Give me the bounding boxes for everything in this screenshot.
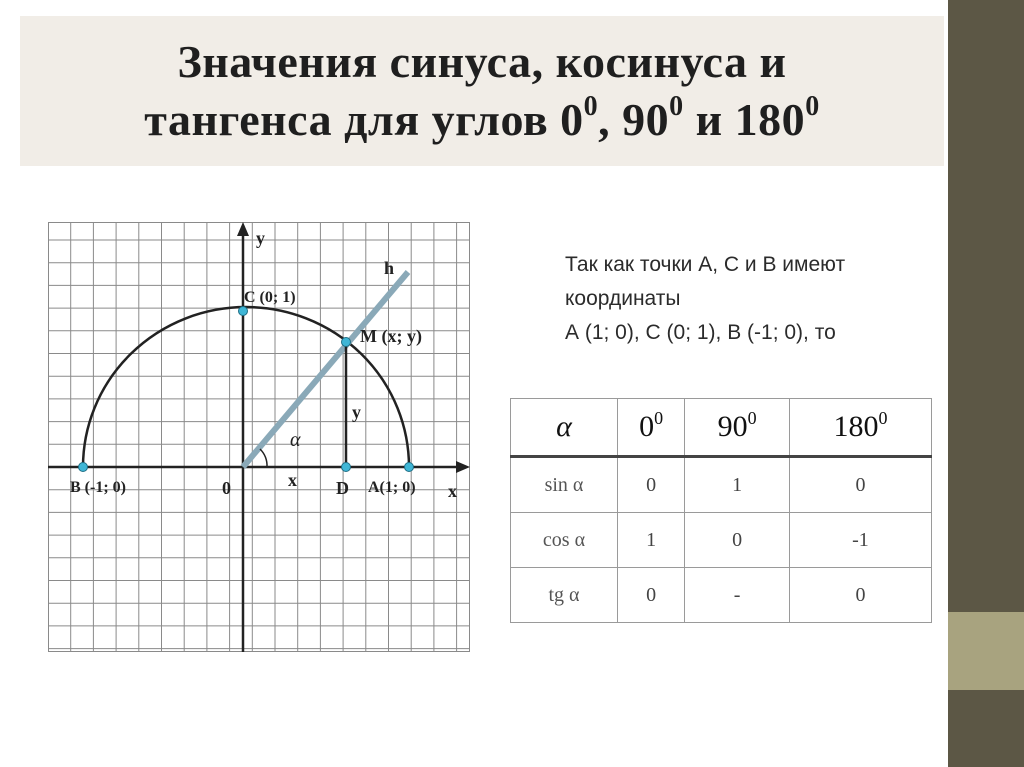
row-label-tg: tg α: [511, 568, 618, 623]
header-180: $180^0$: [789, 399, 931, 457]
label-m: M (x; y): [360, 326, 422, 346]
label-y-axis: y: [256, 228, 265, 248]
table-cell: 0: [618, 457, 685, 513]
label-alpha: α: [290, 429, 301, 451]
decorative-sidebar-bottom: [948, 690, 1024, 767]
label-c: C (0; 1): [244, 289, 296, 306]
decorative-sidebar: [948, 0, 1024, 612]
text-line-3: А (1; 0), С (0; 1), В (-1; 0), то: [565, 321, 836, 344]
table-row: [511, 513, 932, 568]
y-axis-arrow-icon: [237, 222, 249, 236]
table-cell: 0: [685, 513, 790, 568]
x-axis-arrow-icon: [456, 461, 470, 473]
table-cell: -1: [789, 513, 931, 568]
label-y-segment: y: [352, 402, 361, 422]
label-b: B (-1; 0): [70, 479, 126, 496]
point-m: [342, 338, 351, 347]
table-cell: 1: [685, 457, 790, 513]
table-cell: -: [685, 568, 790, 623]
decorative-sidebar-accent: [948, 612, 1024, 690]
title-line-2: тангенса для углов $0^0$, $90^0$ и $180^0$: [144, 91, 820, 145]
table-cell: 0: [618, 568, 685, 623]
row-label-cos: cos α: [511, 513, 618, 568]
trig-values-table: [510, 398, 932, 623]
row-label-sin: sin α: [511, 457, 618, 513]
label-a: A(1; 0): [368, 479, 416, 496]
label-origin: 0: [222, 478, 231, 498]
label-h: h: [384, 258, 395, 278]
table-header-row: [511, 399, 932, 457]
unit-circle-figure: [48, 222, 470, 652]
header-90: $90^0$: [685, 399, 790, 457]
table-cell: 0: [789, 568, 931, 623]
text-line-1: Так как точки А, С и В имеют: [565, 253, 846, 276]
table-row: [511, 457, 932, 513]
label-x-segment: x: [288, 470, 297, 490]
point-b: [79, 463, 88, 472]
point-d: [342, 463, 351, 472]
point-c: [239, 307, 248, 316]
title-box: [20, 16, 944, 166]
label-d: D: [336, 478, 349, 498]
table-row: [511, 568, 932, 623]
title-line-1: Значения синуса, косинуса и: [177, 36, 787, 87]
text-line-2: координаты: [565, 287, 681, 310]
angle-arc: [260, 449, 267, 467]
explanation-text: [565, 248, 945, 350]
header-0: $0^0$: [618, 399, 685, 457]
header-alpha: α: [511, 399, 618, 457]
table-cell: 0: [789, 457, 931, 513]
page-title: [144, 33, 819, 149]
label-x-axis: x: [448, 481, 457, 501]
point-a: [405, 463, 414, 472]
table-cell: 1: [618, 513, 685, 568]
